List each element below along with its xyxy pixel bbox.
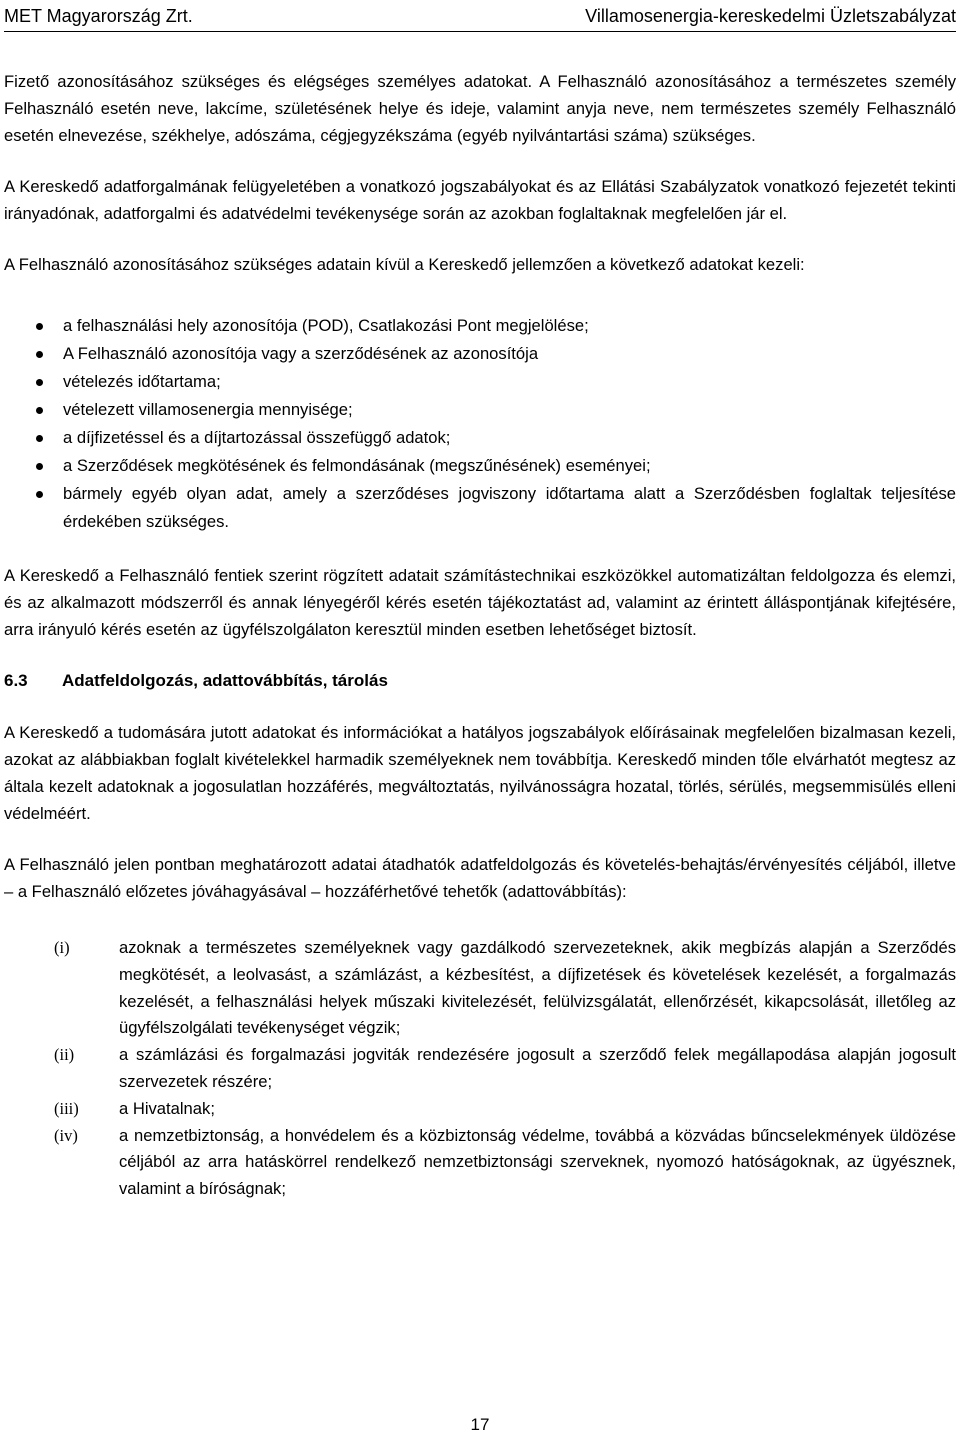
list-item: vételezett villamosenergia mennyisége; xyxy=(4,396,956,424)
page-content xyxy=(4,68,956,1203)
handled-data-list xyxy=(4,312,956,536)
list-item xyxy=(4,1042,956,1096)
header-document-title: Villamosenergia-kereskedelmi Üzletszabályzat xyxy=(585,6,956,26)
paragraph-data-traffic: A Kereskedő adatforgalmának felügyeletében a vonatkozó jogszabályokat és az Ellátási Szabályzatok vonatkozó fejezetét tekinti irányadónak, adatforgalmi és adatvédelmi tevékenysége során az azokban foglaltaknak megfelelően jár el. xyxy=(4,177,956,223)
section-number: 6.3 xyxy=(4,671,28,690)
section-heading xyxy=(4,667,956,694)
paragraph-data-transfer: A Felhasználó jelen pontban meghatározott adatai átadhatók adatfeldolgozás és követelés-behajtás/érvényesítés céljából, illetve – a Felhasználó előzetes jóváhagyásával – hozzáférhetővé tehetők (adattovábbítás): xyxy=(4,855,956,901)
paragraph-confidentiality: A Kereskedő a tudomására jutott adatokat és információkat a hatályos jogszabályok előírásainak megfelelően bizalmasan kezeli, azokat az alábbiakban foglalt kivételekkel harmadik személyeknek nem továbbítja. Kereskedő minden tőle elvárhatót megtesz az általa kezelt adatoknak a jogosulatlan hozzáférés, megváltoztatás, nyilvánosságra hozatal, törlés, sérülés, megsemmisülés elleni védelméért. xyxy=(4,723,956,823)
paragraph-automated-processing: A Kereskedő a Felhasználó fentiek szerint rögzített adatait számítástechnikai eszközökkel automatizáltan feldolgozza és elemzi, és az alkalmazott módszerről és annak lényegéről kérés esetén tájékoztatást ad, valamint az érintett álláspontjának kifejtésére, arra irányuló kérés esetén az ügyfélszolgálaton keresztül minden esetben lehetőséget biztosít. xyxy=(4,566,956,639)
item-number: (iv) xyxy=(54,1125,78,1145)
page-header xyxy=(4,5,956,32)
list-item: vételezés időtartama; xyxy=(4,368,956,396)
list-item: a felhasználási hely azonosítója (POD), Csatlakozási Pont megjelölése; xyxy=(4,312,956,340)
item-text: a nemzetbiztonság, a honvédelem és a közbiztonság védelme, továbbá a közvádas bűncselekmények üldözése céljából az arra hatáskörrel rendelkező nemzetbiztonsági szerveknek, nyomozó hatóságoknak, az ügyésznek, valamint a bíróságnak; xyxy=(119,1125,956,1199)
list-item: A Felhasználó azonosítója vagy a szerződésének az azonosítója xyxy=(4,340,956,368)
item-text: azoknak a természetes személyeknek vagy gazdálkodó szervezeteknek, akik megbízás alapján a Szerződés megkötését, a leolvasást, a számlázást, a kézbesítést, a díjfizetések és követelések kezelését, a forgalmazás kezelését, a felhasználási helyek műszaki kivitelezését, felülvizsgálatát, ellenőrzését, kikapcsolását, illetőleg az ügyfélszolgálati tevékenységet végzik; xyxy=(119,938,956,1038)
recipient-list xyxy=(4,935,956,1203)
list-item: a díjfizetéssel és a díjtartozással összefüggő adatok; xyxy=(4,424,956,452)
item-text: a számlázási és forgalmazási jogviták rendezésére jogosult a szerződő felek megállapodása alapján jogosult szervezetek részére; xyxy=(119,1045,956,1091)
item-number: (ii) xyxy=(54,1045,75,1065)
page-number: 17 xyxy=(470,1415,490,1434)
list-item: a Szerződések megkötésének és felmondásának (megszűnésének) eseményei; xyxy=(4,452,956,480)
list-item xyxy=(4,935,956,1042)
item-number: (iii) xyxy=(54,1098,79,1118)
item-text: a Hivatalnak; xyxy=(119,1098,215,1118)
section-title: Adatfeldolgozás, adattovábbítás, tárolás xyxy=(62,671,388,690)
list-item xyxy=(4,1096,956,1123)
header-company: MET Magyarország Zrt. xyxy=(4,6,193,26)
paragraph-identification: Fizető azonosításához szükséges és elégséges személyes adatokat. A Felhasználó azonosításához a természetes személy Felhasználó esetén neve, lakcíme, születésének helye és ideje, valamint anyja neve, nem természetes személy Felhasználó esetén elnevezése, székhelye, adószáma, cégjegyzékszáma (egyéb nyilvántartási száma) szükséges. xyxy=(4,72,956,145)
item-number: (i) xyxy=(54,938,70,957)
list-item xyxy=(4,1123,956,1203)
list-item: bármely egyéb olyan adat, amely a szerződéses jogviszony időtartama alatt a Szerződésben foglaltak teljesítése érdekében szükséges. xyxy=(4,480,956,536)
paragraph-handled-data-intro: A Felhasználó azonosításához szükséges adatain kívül a Kereskedő jellemzően a következő adatokat kezeli: xyxy=(4,255,805,274)
